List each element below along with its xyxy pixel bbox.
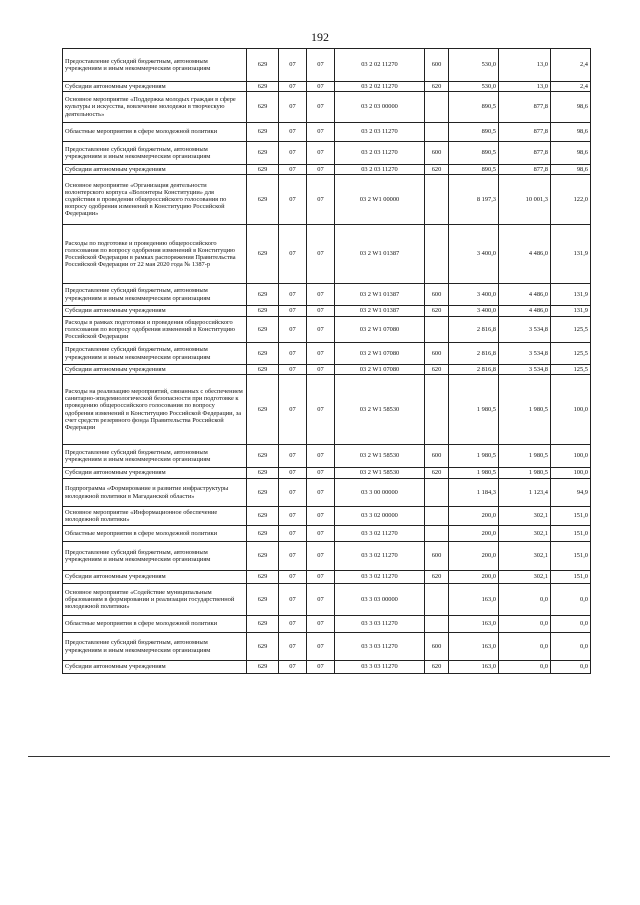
cell-name: Основное мероприятие «Информационное обеспечение молодежной политики» [63,507,247,526]
cell-name: Основное мероприятие «Поддержка молодых граждан в сфере культуры и искусства, вовлечение молодежи в творческую деятельность» [63,92,247,123]
cell-name: Предоставление субсидий бюджетным, автономным учреждениям и иным некоммерческим организациям [63,542,247,571]
cell-v2: 3 534,8 [499,343,551,365]
cell-ved: 629 [247,284,279,306]
cell-v2: 302,1 [499,526,551,542]
cell-csr: 03 2 W1 01387 [335,306,425,317]
cell-vr: 600 [425,49,449,82]
cell-name: Субсидии автономным учреждениям [63,82,247,92]
cell-ved: 629 [247,123,279,142]
cell-rz: 07 [279,445,307,468]
cell-rz: 07 [279,375,307,445]
cell-ved: 629 [247,225,279,284]
cell-pct: 0,0 [551,661,591,674]
cell-vr [425,616,449,633]
cell-rz: 07 [279,142,307,165]
cell-v2: 3 534,8 [499,365,551,375]
cell-rz: 07 [279,584,307,616]
cell-csr: 03 2 03 11270 [335,142,425,165]
cell-csr: 03 2 W1 00000 [335,175,425,225]
table-row [63,82,591,92]
cell-vr [425,526,449,542]
cell-csr: 03 3 03 11270 [335,633,425,661]
cell-ved: 629 [247,526,279,542]
cell-pr: 07 [307,375,335,445]
cell-pr: 07 [307,343,335,365]
cell-pct: 100,0 [551,445,591,468]
cell-pr: 07 [307,82,335,92]
cell-vr: 620 [425,365,449,375]
cell-name: Областные мероприятия в сфере молодежной политики [63,616,247,633]
table-row [63,468,591,479]
cell-v1: 890,5 [449,123,499,142]
cell-pr: 07 [307,479,335,507]
cell-vr: 620 [425,165,449,175]
cell-csr: 03 3 03 00000 [335,584,425,616]
cell-v1: 890,5 [449,165,499,175]
table-row [63,343,591,365]
cell-vr: 600 [425,284,449,306]
cell-vr: 600 [425,542,449,571]
cell-v1: 1 980,5 [449,445,499,468]
cell-csr: 03 2 W1 07080 [335,365,425,375]
cell-vr: 620 [425,571,449,584]
cell-rz: 07 [279,175,307,225]
cell-csr: 03 2 W1 07080 [335,343,425,365]
table-row [63,225,591,284]
table-row [63,175,591,225]
cell-rz: 07 [279,92,307,123]
cell-pct: 98,6 [551,92,591,123]
cell-ved: 629 [247,375,279,445]
cell-name: Предоставление субсидий бюджетным, автономным учреждениям и иным некоммерческим организациям [63,445,247,468]
cell-v2: 877,8 [499,92,551,123]
cell-vr: 600 [425,445,449,468]
cell-pct: 122,0 [551,175,591,225]
cell-v1: 2 816,8 [449,343,499,365]
cell-pr: 07 [307,616,335,633]
cell-csr: 03 2 02 11270 [335,49,425,82]
cell-name: Расходы на реализацию мероприятий, связанных с обеспечением санитарно-эпидемиологической безопасности при подготовке к проведению общероссийского голосования по вопросу одобрения изменений в Конституцию Российской Федерации, за счет средств резервного фонда Правительства Российской Федерации [63,375,247,445]
cell-csr: 03 2 W1 58530 [335,445,425,468]
cell-csr: 03 3 03 11270 [335,616,425,633]
cell-ved: 629 [247,165,279,175]
table-row [63,633,591,661]
cell-name: Субсидии автономным учреждениям [63,468,247,479]
cell-v1: 163,0 [449,616,499,633]
cell-pr: 07 [307,142,335,165]
cell-pct: 0,0 [551,633,591,661]
cell-name: Субсидии автономным учреждениям [63,365,247,375]
cell-name: Предоставление субсидий бюджетным, автономным учреждениям и иным некоммерческим организациям [63,142,247,165]
cell-v2: 1 123,4 [499,479,551,507]
cell-ved: 629 [247,142,279,165]
cell-pr: 07 [307,526,335,542]
cell-pct: 98,6 [551,165,591,175]
cell-v1: 1 980,5 [449,468,499,479]
cell-vr: 600 [425,633,449,661]
cell-pr: 07 [307,123,335,142]
cell-name: Расходы по подготовке и проведению общероссийского голосования по вопросу одобрения изменений в Конституцию Российской Федерации в рамках распоряжения Правительства Российской Федерации от 22 мая 2020 года № 1387-р [63,225,247,284]
cell-pr: 07 [307,284,335,306]
cell-pct: 100,0 [551,375,591,445]
cell-v1: 1 184,3 [449,479,499,507]
cell-v2: 3 534,8 [499,317,551,343]
cell-v1: 890,5 [449,92,499,123]
cell-ved: 629 [247,661,279,674]
cell-rz: 07 [279,225,307,284]
cell-v2: 1 980,5 [499,468,551,479]
table-row [63,584,591,616]
table-row [63,542,591,571]
cell-pct: 98,6 [551,123,591,142]
cell-pr: 07 [307,584,335,616]
cell-pr: 07 [307,468,335,479]
cell-v2: 13,0 [499,82,551,92]
cell-pr: 07 [307,507,335,526]
table-row [63,284,591,306]
cell-pr: 07 [307,661,335,674]
table-row [63,306,591,317]
cell-pct: 131,9 [551,225,591,284]
cell-pr: 07 [307,306,335,317]
cell-csr: 03 2 03 00000 [335,92,425,123]
cell-name: Предоставление субсидий бюджетным, автономным учреждениям и иным некоммерческим организациям [63,343,247,365]
cell-csr: 03 2 02 11270 [335,82,425,92]
cell-pct: 125,5 [551,365,591,375]
cell-rz: 07 [279,661,307,674]
cell-name: Расходы в рамках подготовки и проведения общероссийского голосования по вопросу одобрения изменений в Конституцию Российской Федерации [63,317,247,343]
cell-rz: 07 [279,468,307,479]
cell-ved: 629 [247,306,279,317]
cell-pr: 07 [307,571,335,584]
cell-name: Субсидии автономным учреждениям [63,571,247,584]
cell-name: Основное мероприятие «Организация деятельности волонтерского корпуса «Волонтеры Конституции» для содействия в проведении общероссийского голосования по вопросу одобрения изменений в Конституцию Российской Федерации» [63,175,247,225]
cell-v1: 530,0 [449,49,499,82]
cell-v1: 200,0 [449,507,499,526]
cell-pct: 2,4 [551,82,591,92]
table-row [63,507,591,526]
cell-v1: 3 400,0 [449,284,499,306]
cell-pr: 07 [307,633,335,661]
cell-ved: 629 [247,365,279,375]
cell-name: Субсидии автономным учреждениям [63,661,247,674]
cell-rz: 07 [279,82,307,92]
cell-csr: 03 2 03 11270 [335,165,425,175]
cell-v2: 10 001,3 [499,175,551,225]
cell-rz: 07 [279,542,307,571]
cell-vr: 600 [425,142,449,165]
page-number: 192 [311,30,329,44]
cell-name: Подпрограмма «Формирование и развитие инфраструктуры молодежной политики в Магаданской области» [63,479,247,507]
cell-vr [425,123,449,142]
cell-pct: 131,9 [551,284,591,306]
cell-name: Субсидии автономным учреждениям [63,306,247,317]
cell-name: Субсидии автономным учреждениям [63,165,247,175]
table-row [63,479,591,507]
cell-vr [425,175,449,225]
cell-name: Предоставление субсидий бюджетным, автономным учреждениям и иным некоммерческим организациям [63,284,247,306]
cell-ved: 629 [247,584,279,616]
cell-v1: 2 816,8 [449,365,499,375]
cell-v2: 0,0 [499,616,551,633]
cell-ved: 629 [247,317,279,343]
cell-ved: 629 [247,633,279,661]
cell-csr: 03 3 02 11270 [335,526,425,542]
cell-name: Предоставление субсидий бюджетным, автономным учреждениям и иным некоммерческим организациям [63,633,247,661]
table-row [63,661,591,674]
table-row [63,317,591,343]
cell-name: Предоставление субсидий бюджетным, автономным учреждениям и иным некоммерческим организациям [63,49,247,82]
cell-rz: 07 [279,306,307,317]
cell-v2: 4 486,0 [499,284,551,306]
cell-vr: 620 [425,82,449,92]
cell-pr: 07 [307,92,335,123]
cell-pct: 151,0 [551,507,591,526]
cell-v2: 302,1 [499,542,551,571]
cell-vr [425,375,449,445]
cell-vr: 600 [425,343,449,365]
table-row [63,142,591,165]
cell-pct: 151,0 [551,526,591,542]
cell-vr [425,584,449,616]
cell-csr: 03 3 02 11270 [335,571,425,584]
cell-v1: 530,0 [449,82,499,92]
cell-v2: 0,0 [499,584,551,616]
cell-v1: 890,5 [449,142,499,165]
cell-v2: 13,0 [499,49,551,82]
cell-rz: 07 [279,526,307,542]
cell-v2: 0,0 [499,661,551,674]
cell-vr: 620 [425,661,449,674]
cell-v2: 877,8 [499,123,551,142]
table-row [63,445,591,468]
cell-pr: 07 [307,225,335,284]
cell-vr [425,225,449,284]
cell-rz: 07 [279,123,307,142]
cell-pct: 98,6 [551,142,591,165]
cell-pr: 07 [307,542,335,571]
cell-pr: 07 [307,445,335,468]
cell-pct: 94,9 [551,479,591,507]
cell-rz: 07 [279,343,307,365]
table-row [63,165,591,175]
cell-rz: 07 [279,49,307,82]
cell-rz: 07 [279,633,307,661]
cell-v2: 1 980,5 [499,445,551,468]
cell-rz: 07 [279,571,307,584]
cell-vr [425,92,449,123]
cell-vr [425,507,449,526]
table-row [63,49,591,82]
cell-v2: 4 486,0 [499,225,551,284]
cell-csr: 03 3 02 00000 [335,507,425,526]
cell-pct: 125,5 [551,343,591,365]
cell-v1: 8 197,3 [449,175,499,225]
cell-v1: 3 400,0 [449,225,499,284]
table-row [63,365,591,375]
bottom-rule [28,756,610,757]
cell-vr [425,317,449,343]
cell-csr: 03 2 W1 01387 [335,225,425,284]
cell-csr: 03 2 W1 07080 [335,317,425,343]
cell-v2: 877,8 [499,165,551,175]
cell-v1: 163,0 [449,633,499,661]
cell-ved: 629 [247,542,279,571]
cell-pct: 0,0 [551,616,591,633]
cell-pct: 2,4 [551,49,591,82]
cell-pr: 07 [307,365,335,375]
cell-ved: 629 [247,479,279,507]
cell-ved: 629 [247,616,279,633]
cell-ved: 629 [247,49,279,82]
cell-vr [425,479,449,507]
table-row [63,375,591,445]
cell-v1: 200,0 [449,542,499,571]
cell-ved: 629 [247,468,279,479]
cell-rz: 07 [279,165,307,175]
cell-v2: 0,0 [499,633,551,661]
cell-rz: 07 [279,507,307,526]
table-row [63,123,591,142]
cell-v2: 302,1 [499,571,551,584]
cell-csr: 03 2 03 11270 [335,123,425,142]
cell-pct: 151,0 [551,542,591,571]
cell-ved: 629 [247,445,279,468]
cell-pct: 100,0 [551,468,591,479]
cell-v1: 200,0 [449,526,499,542]
table-row [63,616,591,633]
cell-pct: 131,9 [551,306,591,317]
cell-pr: 07 [307,175,335,225]
cell-v1: 3 400,0 [449,306,499,317]
cell-ved: 629 [247,175,279,225]
cell-ved: 629 [247,343,279,365]
cell-v1: 163,0 [449,661,499,674]
cell-ved: 629 [247,571,279,584]
cell-ved: 629 [247,92,279,123]
cell-v1: 200,0 [449,571,499,584]
cell-vr: 620 [425,306,449,317]
cell-name: Областные мероприятия в сфере молодежной политики [63,123,247,142]
budget-table [62,48,591,674]
cell-ved: 629 [247,82,279,92]
cell-pr: 07 [307,165,335,175]
cell-pct: 151,0 [551,571,591,584]
cell-csr: 03 3 02 11270 [335,542,425,571]
cell-v1: 163,0 [449,584,499,616]
cell-pr: 07 [307,317,335,343]
cell-v2: 302,1 [499,507,551,526]
cell-rz: 07 [279,479,307,507]
cell-v2: 1 980,5 [499,375,551,445]
table-row [63,526,591,542]
table-row [63,92,591,123]
cell-rz: 07 [279,284,307,306]
cell-csr: 03 3 00 00000 [335,479,425,507]
cell-ved: 629 [247,507,279,526]
cell-v2: 877,8 [499,142,551,165]
table-row [63,571,591,584]
cell-csr: 03 3 03 11270 [335,661,425,674]
cell-vr: 620 [425,468,449,479]
cell-rz: 07 [279,317,307,343]
cell-name: Областные мероприятия в сфере молодежной политики [63,526,247,542]
cell-name: Основное мероприятие «Содействие муниципальным образованиям в формировании и реализации государственной молодежной политики» [63,584,247,616]
cell-rz: 07 [279,365,307,375]
cell-csr: 03 2 W1 58530 [335,468,425,479]
cell-v1: 1 980,5 [449,375,499,445]
cell-csr: 03 2 W1 01387 [335,284,425,306]
cell-v2: 4 486,0 [499,306,551,317]
cell-pct: 0,0 [551,584,591,616]
cell-pct: 125,5 [551,317,591,343]
cell-rz: 07 [279,616,307,633]
cell-v1: 2 816,8 [449,317,499,343]
cell-csr: 03 2 W1 58530 [335,375,425,445]
cell-pr: 07 [307,49,335,82]
